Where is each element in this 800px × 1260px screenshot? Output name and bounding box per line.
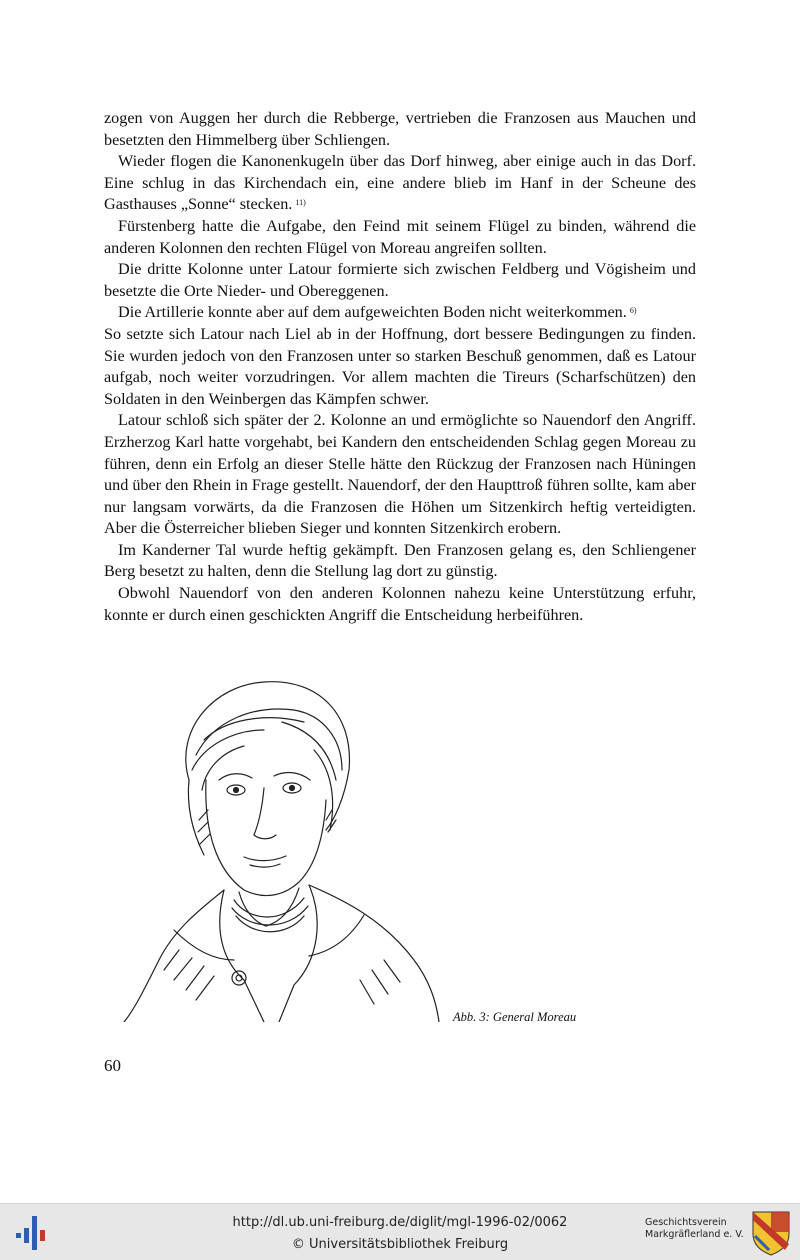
footer-bar [0,1203,800,1260]
paragraph: Im Kanderner Tal wurde heftig gekämpft. Den Franzosen gelang es, den Schliengener Berg besetzt zu halten, denn die Stellung lag dort zu günstig. [104,540,696,581]
paragraph-text: Wieder flogen die Kanonenkugeln über das Dorf hinweg, aber einige auch in das Dorf. Eine schlug in das Kirchendach ein, eine andere blieb im Hanf in der Scheune des Gasthauses „Sonne“ stecken. [104,152,696,214]
figure-caption: Abb. 3: General Moreau [453,1010,577,1024]
footnote-ref: 11) [295,198,306,208]
paragraph: Latour schloß sich später der 2. Kolonne an und ermöglichte so Nauendorf den Angriff. Erzherzog Karl hatte vorgehabt, bei Kandern den entscheidenden Schlag gegen Moreau zu führen, denn ein Erfolg an dieser Stelle hätte den Rückzug der Franzosen nach Hüningen und über den Rhein in Frage gestellt. Nauendorf, der den Haupttroß führen sollte, kam aber nur langsam vorwärts, da die Franzosen die Höhen um Sitzenkirch heftig verteidigten. Aber die Österreicher blieben Sieger und konnten Sitzenkirch erobern. [104,411,697,538]
copyright-text: © Universitätsbibliothek Freiburg [291,1237,509,1252]
permalink-url[interactable]: http://dl.ub.uni-freiburg.de/diglit/mgl-1996-02/0062 [232,1215,568,1230]
page-number: 60 [104,1056,121,1075]
paragraph: So setzte sich Latour nach Liel ab in der Hoffnung, dort bessere Bedingungen zu finden. Sie wurden jedoch von den Franzosen unter so starken Beschuß genommen, daß es Latour aufgab, noch weiter vorzudringen. Vor allem machten die Tireurs (Scharfschützen) den Soldaten in den Weinbergen das Kämpfen schwer. [104,324,696,408]
paragraph: zogen von Auggen her durch die Rebberge, vertrieben die Franzosen aus Mauchen und besetzten den Himmelberg über Schliengen. [104,109,696,149]
ub-freiburg-logo-icon[interactable] [14,1212,50,1254]
paragraph: Fürstenberg hatte die Aufgabe, den Feind mit seinem Flügel zu binden, während die anderen Kolonnen den rechten Flügel von Moreau angreifen sollten. [104,216,696,257]
portrait-engraving [104,660,444,1022]
paragraph-text: Die Artillerie konnte aber auf dem aufgeweichten Boden nicht weiterkommen. [118,303,627,322]
society-name [645,1217,757,1241]
paragraph: Die dritte Kolonne unter Latour formierte sich zwischen Feldberg und Vögisheim und besetzte die Orte Nieder- und Obereggenen. [104,260,696,300]
paragraph [104,302,696,324]
footnote-ref: 6) [629,306,637,316]
society-line: Markgräflerland e. V. [645,1229,744,1240]
paragraph [104,151,696,216]
paragraph: Obwohl Nauendorf von den anderen Kolonnen nahezu keine Unterstützung erfuhr, konnte er durch einen geschickten Angriff die Entscheidung herbeiführen. [104,584,696,624]
body-text [104,108,696,626]
coat-of-arms-icon [751,1210,791,1256]
society-line: Geschichtsverein [645,1217,727,1228]
